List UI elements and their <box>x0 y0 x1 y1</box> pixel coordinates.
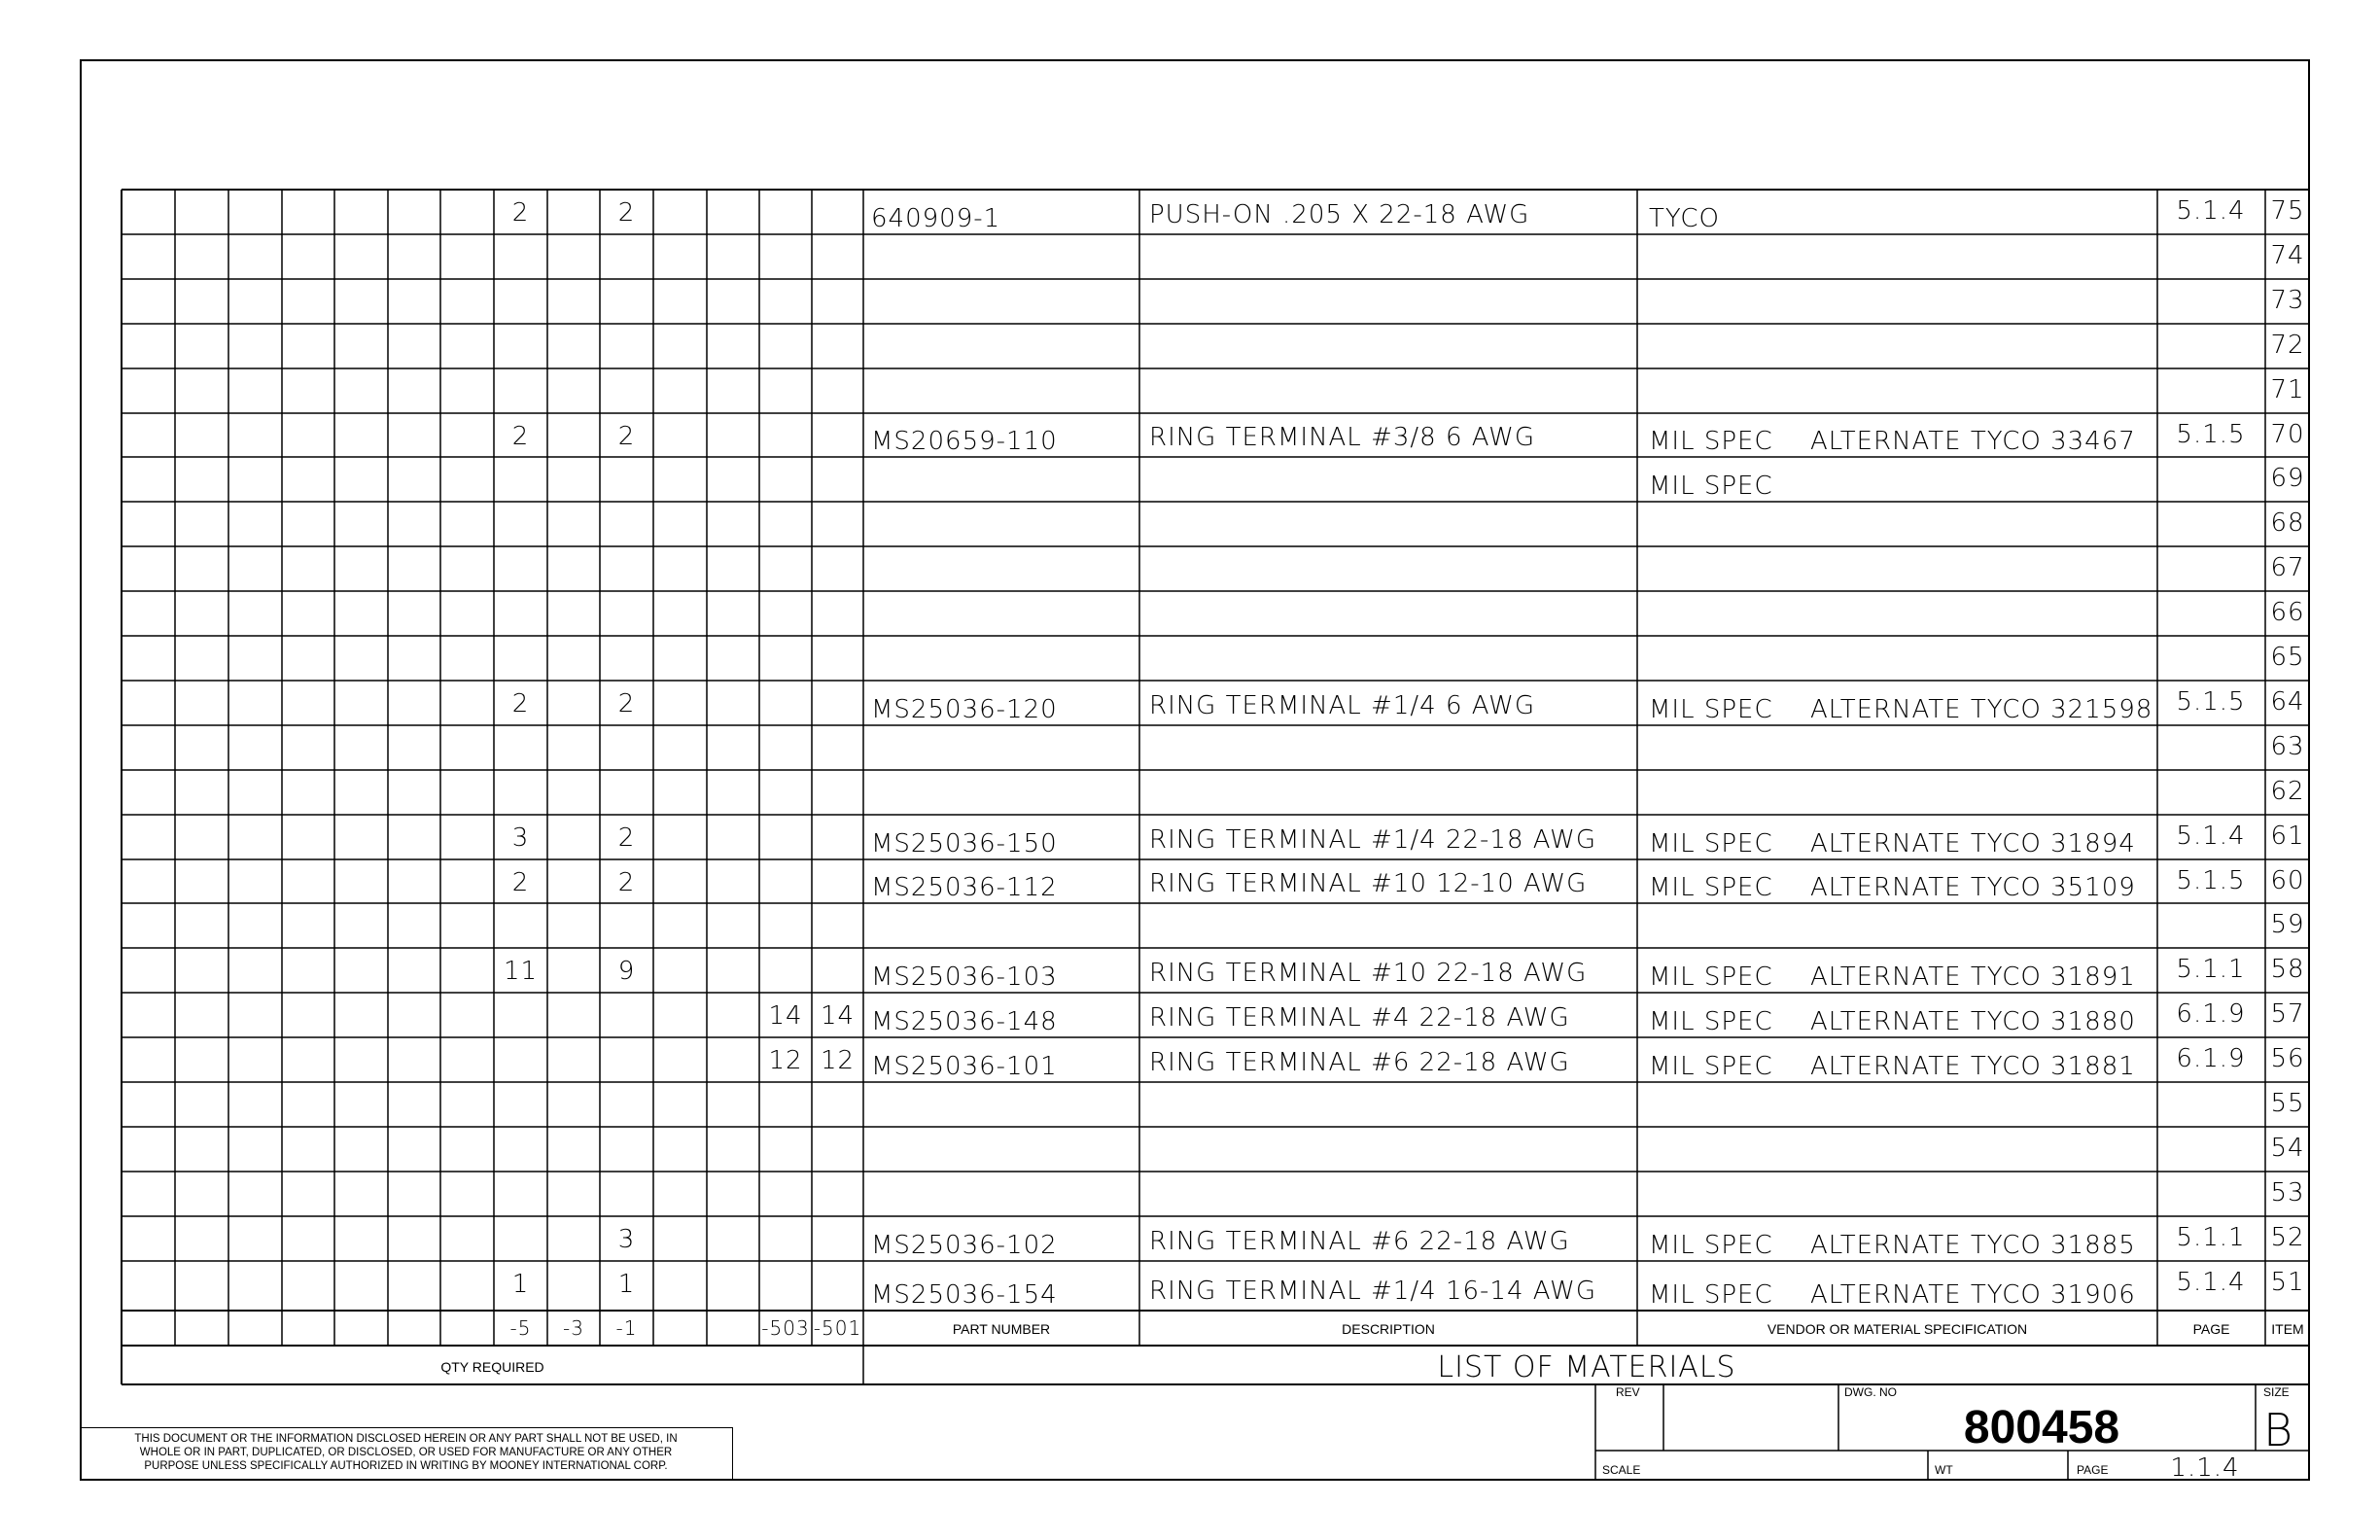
part-number: MS20659-110 <box>871 427 1058 456</box>
item-number: 70 <box>2270 420 2305 449</box>
page-ref: 5.1.4 <box>2176 1268 2246 1297</box>
part-number: MS25036-120 <box>871 695 1058 724</box>
notice-line-3: PURPOSE UNLESS SPECIFICALLY AUTHORIZED IN WRITING BY MOONEY INTERNATIONAL CORP. <box>144 1460 668 1472</box>
table-row <box>768 1044 2304 1081</box>
table-row <box>2270 286 2304 315</box>
item-number: 69 <box>2270 464 2305 493</box>
table-row <box>2270 598 2304 627</box>
page-ref: 5.1.5 <box>2176 866 2246 895</box>
part-number: MS25036-102 <box>871 1231 1058 1260</box>
item-number: 52 <box>2270 1223 2305 1252</box>
qty-dash-1: 2 <box>617 198 636 228</box>
vendor: MIL SPEC <box>1649 472 1773 501</box>
part-number: MS25036-101 <box>871 1052 1058 1081</box>
table-row <box>2270 553 2304 582</box>
notice-line-1: THIS DOCUMENT OR THE INFORMATION DISCLOSED HEREIN OR ANY PART SHALL NOT BE USED, IN <box>134 1433 678 1445</box>
alternate-vendor: ALTERNATE TYCO 35109 <box>1810 873 2136 902</box>
vendor: MIL SPEC <box>1649 962 1773 992</box>
item-number: 64 <box>2270 687 2305 717</box>
part-number: MS25036-150 <box>871 829 1058 858</box>
alternate-vendor: ALTERNATE TYCO 31906 <box>1810 1280 2136 1310</box>
vendor: MIL SPEC <box>1649 873 1773 902</box>
page-ref: 5.1.1 <box>2176 1223 2246 1252</box>
description-header: DESCRIPTION <box>1342 1321 1435 1337</box>
item-number: 58 <box>2270 955 2305 984</box>
table-row <box>512 196 2305 233</box>
item-number: 62 <box>2270 777 2305 806</box>
table-row <box>618 1223 2305 1260</box>
description: RING TERMINAL #1/4 16-14 AWG <box>1149 1277 1596 1306</box>
item-number: 67 <box>2270 553 2305 582</box>
part-number: MS25036-154 <box>871 1280 1058 1310</box>
table-grid <box>122 190 2310 1384</box>
item-number: 71 <box>2270 375 2305 404</box>
table-row <box>2270 1089 2304 1118</box>
list-title: LIST OF MATERIALS <box>1437 1350 1736 1384</box>
size-label: SIZE <box>2263 1385 2290 1399</box>
item-number: 51 <box>2270 1268 2305 1297</box>
qty-dash-5: 3 <box>511 823 530 853</box>
description: RING TERMINAL #4 22-18 AWG <box>1149 1003 1570 1032</box>
alternate-vendor: ALTERNATE TYCO 33467 <box>1810 427 2136 456</box>
qty-dash-5: 2 <box>511 689 530 718</box>
page-ref: 5.1.4 <box>2176 196 2246 226</box>
qty-dash-1: 2 <box>617 868 636 897</box>
qty-column-header: -3 <box>563 1316 584 1340</box>
item-number: 73 <box>2270 286 2305 315</box>
qty-dash-1: 2 <box>617 689 636 718</box>
notice-line-2: WHOLE OR IN PART, DUPLICATED, OR DISCLOSED, OR USED FOR MANUFACTURE OR ANY OTHER <box>139 1447 673 1458</box>
vendor: MIL SPEC <box>1649 1280 1773 1310</box>
item-number: 57 <box>2270 999 2305 1029</box>
table-row <box>2270 241 2304 270</box>
table-row <box>2270 910 2304 939</box>
part-number: MS25036-112 <box>871 873 1058 902</box>
table-row <box>2270 508 2304 538</box>
item-number: 63 <box>2270 732 2305 761</box>
page-ref: 6.1.9 <box>2176 1044 2246 1073</box>
drawing-number: 800458 <box>1963 1402 2120 1453</box>
item-number: 74 <box>2270 241 2305 270</box>
page-ref: 5.1.4 <box>2176 822 2246 851</box>
item-number: 66 <box>2270 598 2305 627</box>
drawing-size: B <box>2262 1404 2293 1456</box>
table-row <box>512 420 2305 456</box>
alternate-vendor: ALTERNATE TYCO 31880 <box>1810 1007 2136 1036</box>
qty-required-label: QTY REQUIRED <box>440 1359 544 1375</box>
alternate-vendor: ALTERNATE TYCO 31885 <box>1810 1231 2136 1260</box>
qty-dash-1: 2 <box>617 422 636 451</box>
qty-column-header: -5 <box>509 1316 532 1340</box>
qty-column-header: -1 <box>615 1316 638 1340</box>
alternate-vendor: ALTERNATE TYCO 31891 <box>1810 962 2136 992</box>
header-row <box>440 1316 2303 1384</box>
qty-column-header: -501 <box>813 1316 862 1340</box>
qty-dash-1: 1 <box>617 1270 636 1299</box>
item-number: 54 <box>2270 1134 2305 1163</box>
description: RING TERMINAL #10 22-18 AWG <box>1149 959 1588 988</box>
qty-dash-5: 11 <box>503 957 539 986</box>
qty-dash-5: 2 <box>511 868 530 897</box>
page-ref: 5.1.5 <box>2176 687 2246 717</box>
vendor: MIL SPEC <box>1649 1007 1773 1036</box>
item-number: 53 <box>2270 1178 2305 1208</box>
page-ref: 5.1.5 <box>2176 420 2246 449</box>
alternate-vendor: ALTERNATE TYCO 31894 <box>1810 829 2136 858</box>
vendor: MIL SPEC <box>1649 829 1773 858</box>
weight-label: WT <box>1935 1463 1953 1477</box>
table-cells <box>440 196 2304 1384</box>
item-number: 60 <box>2270 866 2305 895</box>
qty-dash-1: 2 <box>617 823 636 853</box>
qty-dash-5: 2 <box>511 422 530 451</box>
qty-dash-1: 3 <box>617 1225 636 1254</box>
item-header: ITEM <box>2271 1321 2304 1337</box>
table-row <box>1649 464 2305 501</box>
proprietary-notice <box>80 1427 733 1481</box>
rev-label: REV <box>1616 1385 1640 1399</box>
vendor: TYCO <box>1649 204 1720 233</box>
qty-dash-501: 14 <box>820 1001 856 1031</box>
item-number: 65 <box>2270 643 2305 672</box>
page-ref: 6.1.9 <box>2176 999 2246 1029</box>
page-label: PAGE <box>2077 1463 2109 1477</box>
description: RING TERMINAL #1/4 22-18 AWG <box>1149 825 1596 855</box>
item-number: 55 <box>2270 1089 2305 1118</box>
dwg-no-label: DWG. NO <box>1844 1385 1897 1399</box>
alternate-vendor: ALTERNATE TYCO 321598 <box>1810 695 2153 724</box>
title-block-texts <box>1602 1385 2292 1483</box>
qty-dash-1: 9 <box>617 957 636 986</box>
qty-column-header: -503 <box>761 1316 810 1340</box>
part-number: 640909-1 <box>871 204 1001 233</box>
alternate-vendor: ALTERNATE TYCO 31881 <box>1810 1052 2136 1081</box>
table-row <box>2270 777 2304 806</box>
qty-dash-503: 12 <box>768 1046 803 1075</box>
description: RING TERMINAL #1/4 6 AWG <box>1149 691 1535 720</box>
vendor-header: VENDOR OR MATERIAL SPECIFICATION <box>1767 1321 2028 1337</box>
table-row <box>2270 375 2304 404</box>
vendor: MIL SPEC <box>1649 427 1773 456</box>
description: PUSH-ON .205 X 22-18 AWG <box>1149 200 1530 229</box>
description: RING TERMINAL #10 12-10 AWG <box>1149 869 1588 898</box>
table-row <box>512 822 2305 858</box>
table-row <box>2270 331 2304 360</box>
table-row <box>2270 1134 2304 1163</box>
qty-dash-5: 1 <box>511 1270 530 1299</box>
page-ref: 5.1.1 <box>2176 955 2246 984</box>
description: RING TERMINAL #6 22-18 AWG <box>1149 1227 1570 1256</box>
item-number: 75 <box>2270 196 2305 226</box>
vendor: MIL SPEC <box>1649 1231 1773 1260</box>
qty-dash-503: 14 <box>768 1001 803 1031</box>
scale-label: SCALE <box>1602 1463 1641 1477</box>
vendor: MIL SPEC <box>1649 695 1773 724</box>
description: RING TERMINAL #3/8 6 AWG <box>1149 423 1535 452</box>
vendor: MIL SPEC <box>1649 1052 1773 1081</box>
table-row <box>504 955 2305 992</box>
qty-dash-5: 2 <box>511 198 530 228</box>
table-row <box>512 687 2305 724</box>
item-number: 59 <box>2270 910 2305 939</box>
table-row <box>512 1268 2305 1310</box>
part-number-header: PART NUMBER <box>952 1321 1051 1337</box>
table-row <box>768 999 2304 1036</box>
table-row <box>2270 643 2304 672</box>
table-row <box>2270 732 2304 761</box>
part-number: MS25036-103 <box>871 962 1058 992</box>
description: RING TERMINAL #6 22-18 AWG <box>1149 1048 1570 1077</box>
page-number: 1.1.4 <box>2170 1453 2240 1483</box>
table-row <box>2270 1178 2304 1208</box>
item-number: 61 <box>2270 822 2305 851</box>
item-number: 56 <box>2270 1044 2305 1073</box>
part-number: MS25036-148 <box>871 1007 1058 1036</box>
item-number: 68 <box>2270 508 2305 538</box>
table-row <box>512 866 2305 902</box>
item-number: 72 <box>2270 331 2305 360</box>
page-header: PAGE <box>2192 1321 2230 1337</box>
qty-dash-501: 12 <box>820 1046 856 1075</box>
